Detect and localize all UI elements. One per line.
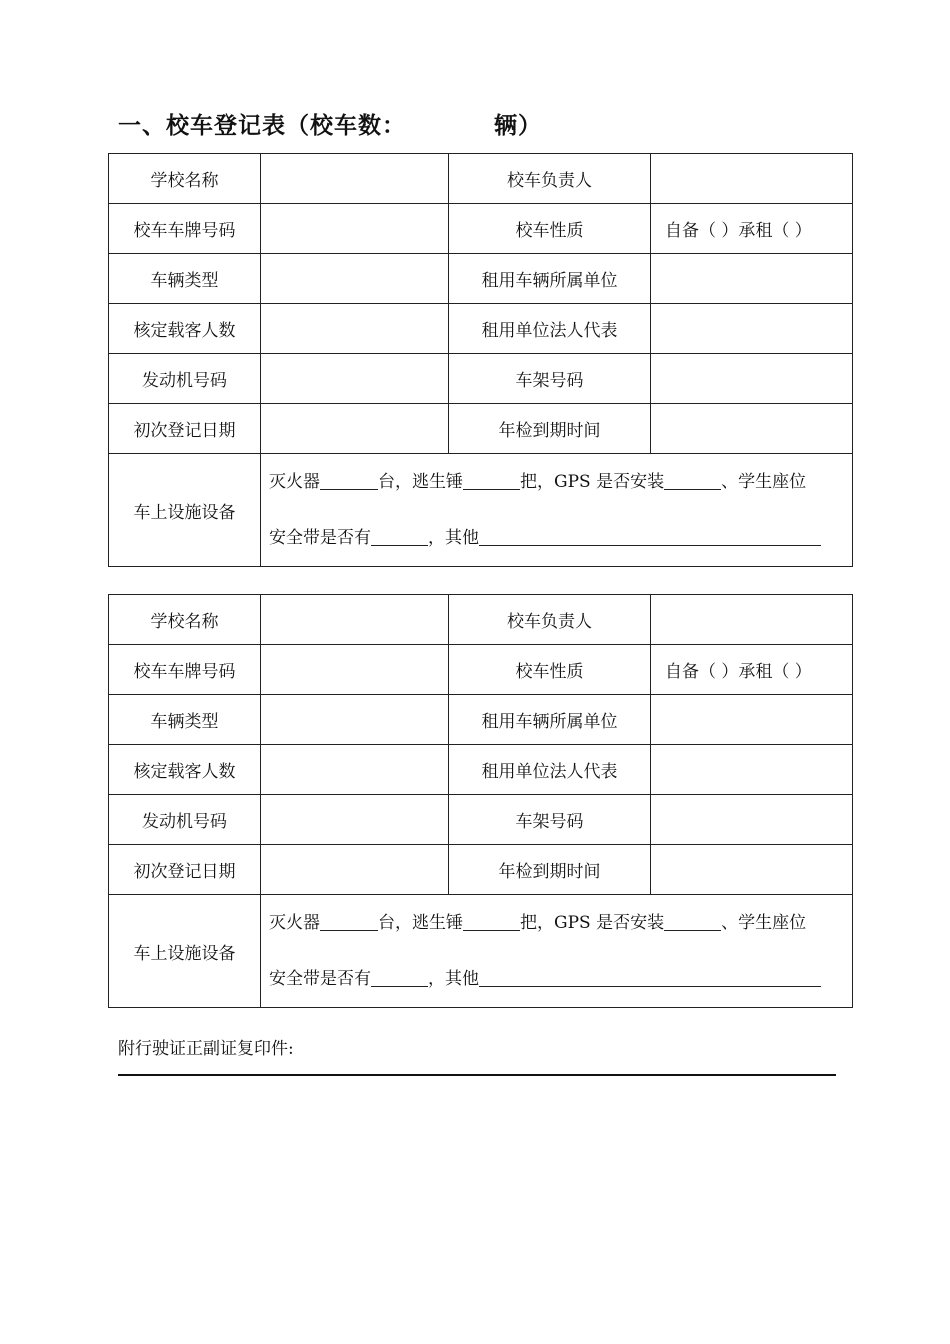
vehicle-type-field[interactable] bbox=[261, 695, 449, 745]
equipment-field bbox=[261, 895, 853, 1008]
frame-number-field[interactable] bbox=[651, 354, 853, 404]
plate-number-field[interactable] bbox=[261, 204, 449, 254]
passenger-capacity-field[interactable] bbox=[261, 304, 449, 354]
rental-unit-label: 租用车辆所属单位 bbox=[449, 254, 651, 304]
equipment-line-2 bbox=[269, 951, 844, 1007]
attachment-line bbox=[118, 1074, 836, 1076]
equipment-text: 、学生座位 bbox=[721, 472, 807, 492]
school-bus-registration-table-2 bbox=[108, 594, 853, 1008]
bus-manager-label: 校车负责人 bbox=[449, 595, 651, 645]
equipment-text: 安全带是否有 bbox=[269, 969, 371, 989]
school-name-label: 学校名称 bbox=[109, 595, 261, 645]
gps-installed-blank[interactable] bbox=[664, 908, 721, 931]
plate-number-label: 校车车牌号码 bbox=[109, 645, 261, 695]
table-row bbox=[109, 595, 853, 645]
equipment-field bbox=[261, 454, 853, 567]
table-row bbox=[109, 895, 853, 1008]
hammer-count-blank[interactable] bbox=[463, 467, 520, 490]
attachment-note: 附行驶证正副证复印件: bbox=[118, 1039, 294, 1059]
rental-legal-rep-label: 租用单位法人代表 bbox=[449, 304, 651, 354]
plate-number-label: 校车车牌号码 bbox=[109, 204, 261, 254]
first-registration-date-field[interactable] bbox=[261, 845, 449, 895]
frame-number-field[interactable] bbox=[651, 795, 853, 845]
other-equipment-blank[interactable] bbox=[479, 964, 821, 987]
engine-number-label: 发动机号码 bbox=[109, 795, 261, 845]
seatbelt-blank[interactable] bbox=[371, 964, 428, 987]
rental-legal-rep-field[interactable] bbox=[651, 304, 853, 354]
inspection-expiry-field[interactable] bbox=[651, 845, 853, 895]
first-registration-date-field[interactable] bbox=[261, 404, 449, 454]
table-row bbox=[109, 154, 853, 204]
first-registration-date-label: 初次登记日期 bbox=[109, 404, 261, 454]
rental-unit-field[interactable] bbox=[651, 254, 853, 304]
school-name-field[interactable] bbox=[261, 154, 449, 204]
bus-manager-field[interactable] bbox=[651, 154, 853, 204]
table-row bbox=[109, 645, 853, 695]
title-prefix: 一、校车登记表（校车数： bbox=[118, 113, 406, 139]
table-row bbox=[109, 304, 853, 354]
equipment-text: 灭火器 bbox=[269, 472, 320, 492]
extinguisher-count-blank[interactable] bbox=[320, 908, 378, 931]
equipment-text: ，其他 bbox=[428, 969, 479, 989]
rental-unit-label: 租用车辆所属单位 bbox=[449, 695, 651, 745]
seatbelt-blank[interactable] bbox=[371, 523, 428, 546]
table-row bbox=[109, 254, 853, 304]
inspection-expiry-field[interactable] bbox=[651, 404, 853, 454]
table-row bbox=[109, 404, 853, 454]
table-row bbox=[109, 745, 853, 795]
equipment-label: 车上设施设备 bbox=[109, 895, 261, 1008]
gps-installed-blank[interactable] bbox=[664, 467, 721, 490]
bus-manager-label: 校车负责人 bbox=[449, 154, 651, 204]
equipment-line-2 bbox=[269, 510, 844, 566]
table-row bbox=[109, 354, 853, 404]
first-registration-date-label: 初次登记日期 bbox=[109, 845, 261, 895]
equipment-line-1 bbox=[269, 454, 844, 510]
other-equipment-blank[interactable] bbox=[479, 523, 821, 546]
equipment-text: 安全带是否有 bbox=[269, 528, 371, 548]
school-bus-registration-table-1 bbox=[108, 153, 853, 567]
plate-number-field[interactable] bbox=[261, 645, 449, 695]
inspection-expiry-label: 年检到期时间 bbox=[449, 845, 651, 895]
extinguisher-count-blank[interactable] bbox=[320, 467, 378, 490]
table-row bbox=[109, 845, 853, 895]
equipment-line-1 bbox=[269, 895, 844, 951]
equipment-text: ，其他 bbox=[428, 528, 479, 548]
bus-nature-label: 校车性质 bbox=[449, 204, 651, 254]
equipment-text: 把，GPS 是否安装 bbox=[520, 472, 665, 492]
engine-number-field[interactable] bbox=[261, 354, 449, 404]
table-row bbox=[109, 454, 853, 567]
bus-nature-field[interactable]: 自备（ ）承租（ ） bbox=[651, 204, 853, 254]
equipment-text: 灭火器 bbox=[269, 913, 320, 933]
passenger-capacity-field[interactable] bbox=[261, 745, 449, 795]
table-row bbox=[109, 204, 853, 254]
equipment-text: 台，逃生锤 bbox=[378, 472, 463, 492]
passenger-capacity-label: 核定载客人数 bbox=[109, 304, 261, 354]
bus-nature-field[interactable]: 自备（ ）承租（ ） bbox=[651, 645, 853, 695]
passenger-capacity-label: 核定载客人数 bbox=[109, 745, 261, 795]
school-name-field[interactable] bbox=[261, 595, 449, 645]
engine-number-label: 发动机号码 bbox=[109, 354, 261, 404]
rental-unit-field[interactable] bbox=[651, 695, 853, 745]
bus-nature-label: 校车性质 bbox=[449, 645, 651, 695]
title-suffix: 辆） bbox=[494, 113, 542, 139]
rental-legal-rep-field[interactable] bbox=[651, 745, 853, 795]
frame-number-label: 车架号码 bbox=[449, 354, 651, 404]
inspection-expiry-label: 年检到期时间 bbox=[449, 404, 651, 454]
equipment-text: 、学生座位 bbox=[721, 913, 807, 933]
table-row bbox=[109, 795, 853, 845]
vehicle-type-label: 车辆类型 bbox=[109, 695, 261, 745]
equipment-label: 车上设施设备 bbox=[109, 454, 261, 567]
hammer-count-blank[interactable] bbox=[463, 908, 520, 931]
school-name-label: 学校名称 bbox=[109, 154, 261, 204]
equipment-text: 把，GPS 是否安装 bbox=[520, 913, 665, 933]
frame-number-label: 车架号码 bbox=[449, 795, 651, 845]
vehicle-type-field[interactable] bbox=[261, 254, 449, 304]
engine-number-field[interactable] bbox=[261, 795, 449, 845]
table-row bbox=[109, 695, 853, 745]
equipment-text: 台，逃生锤 bbox=[378, 913, 463, 933]
bus-manager-field[interactable] bbox=[651, 595, 853, 645]
vehicle-type-label: 车辆类型 bbox=[109, 254, 261, 304]
rental-legal-rep-label: 租用单位法人代表 bbox=[449, 745, 651, 795]
page-title bbox=[118, 108, 542, 144]
